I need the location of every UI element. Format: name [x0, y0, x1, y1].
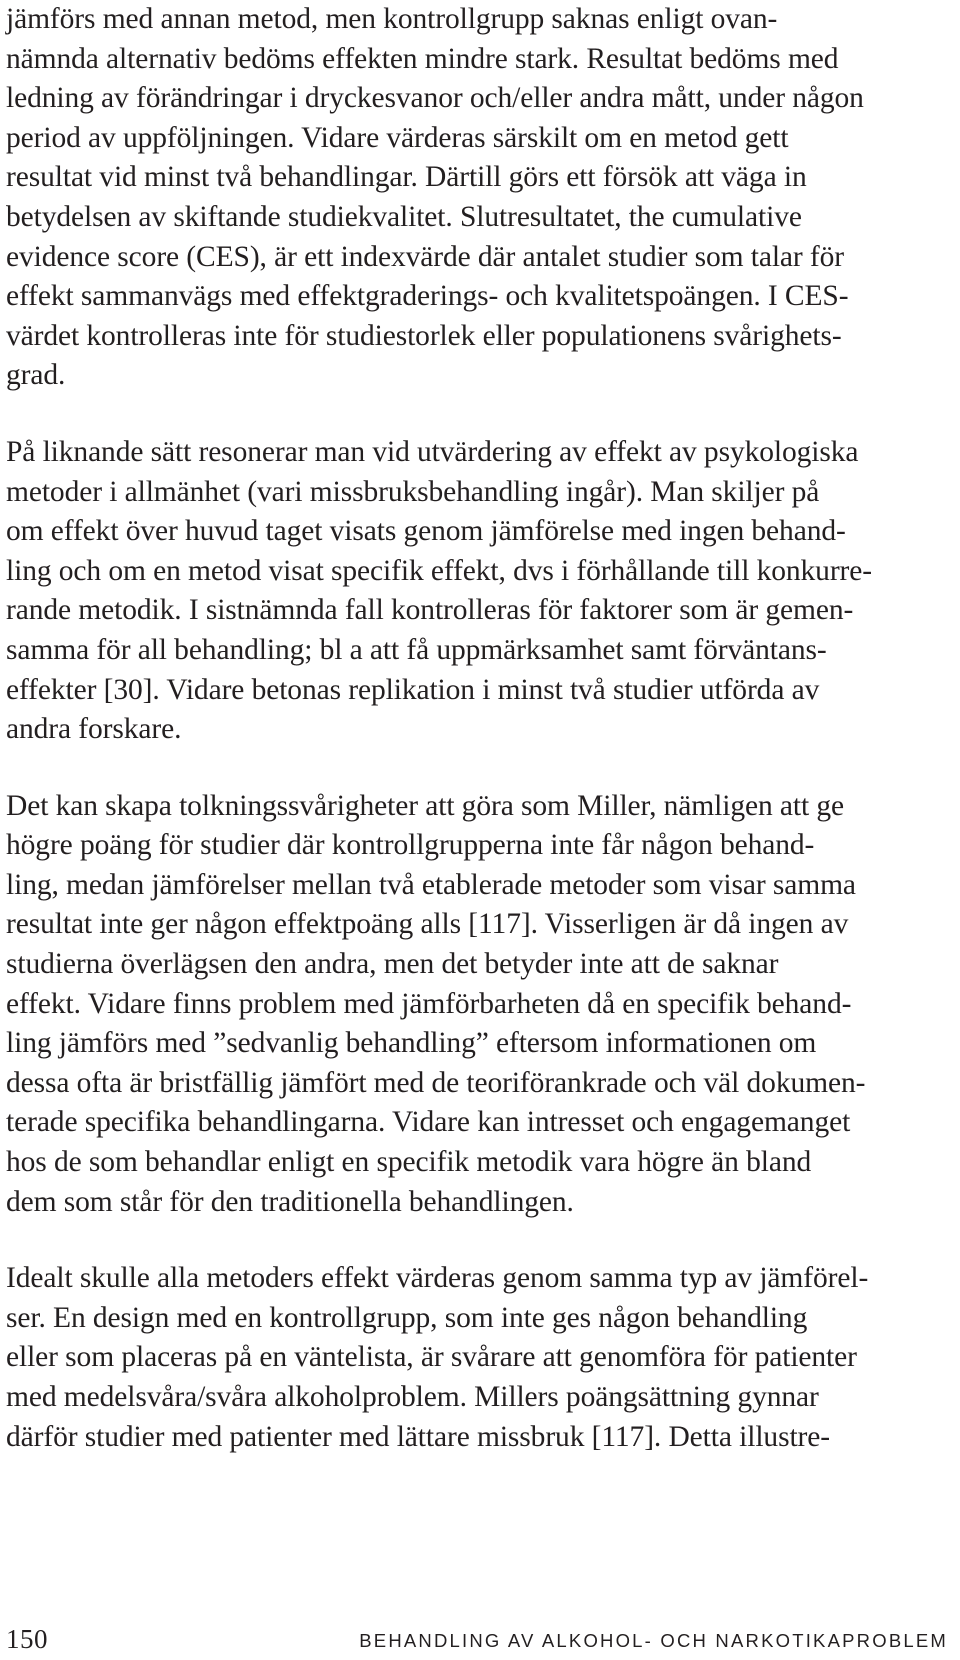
text-line: grad. [6, 359, 66, 392]
text-line: hos de som behandlar enligt en specifik metodik vara högre än bland [6, 1146, 812, 1179]
paragraph-4 [6, 1259, 946, 1457]
text-line: värdet kontrolleras inte för studiestorlek eller populationens svårighets- [6, 319, 842, 352]
text-line: andra forskare. [6, 713, 182, 746]
text-line: resultat inte ger någon effektpoäng alls [117]. Visserligen är då ingen av [6, 908, 849, 941]
paragraph-2 [6, 433, 946, 750]
paragraph-1 [6, 0, 946, 396]
running-head: BEHANDLING AV ALKOHOL- OCH NARKOTIKAPROBLEM [359, 1630, 948, 1651]
paragraph-3 [6, 787, 946, 1223]
text-line: ledning av förändringar i dryckesvanor och/eller andra mått, under någon [6, 82, 864, 115]
text-line: effekt sammanvägs med effektgraderings- och kvalitetspoängen. I CES- [6, 280, 849, 313]
text-line: dessa ofta är bristfällig jämfört med de teoriförankrade och väl dokumen- [6, 1066, 866, 1099]
text-line: samma för all behandling; bl a att få uppmärksamhet samt förväntans- [6, 633, 827, 666]
text-line: rande metodik. I sistnämnda fall kontrolleras för faktorer som är gemen- [6, 594, 854, 627]
body-text [6, 0, 946, 1457]
text-line: därför studier med patienter med lättare missbruk [117]. Detta illustre- [6, 1420, 830, 1453]
text-line: jämförs med annan metod, men kontrollgrupp saknas enligt ovan- [6, 3, 778, 35]
text-line: Idealt skulle alla metoders effekt värderas genom samma typ av jämförel- [6, 1262, 869, 1295]
text-line: nämnda alternativ bedöms effekten mindre stark. Resultat bedöms med [6, 42, 839, 75]
text-line: ling jämförs med ”sedvanlig behandling” eftersom informationen om [6, 1027, 817, 1060]
text-line: effekter [30]. Vidare betonas replikation i minst två studier utförda av [6, 673, 820, 706]
paragraph-gap [6, 750, 946, 787]
text-line: studierna överlägsen den andra, men det betyder inte att de saknar [6, 948, 779, 981]
text-line: eller som placeras på en väntelista, är svårare att genomföra för patienter [6, 1341, 857, 1374]
text-line: evidence score (CES), är ett indexvärde där antalet studier som talar för [6, 240, 845, 273]
text-line: dem som står för den traditionella behandlingen. [6, 1185, 574, 1218]
text-line: betydelsen av skiftande studiekvalitet. Slutresultatet, the cumulative [6, 200, 802, 233]
paragraph-gap [6, 1222, 946, 1259]
paragraph-gap [6, 396, 946, 433]
text-line: med medelsvåra/svåra alkoholproblem. Millers poängsättning gynnar [6, 1381, 819, 1413]
text-line: På liknande sätt resonerar man vid utvärdering av effekt av psykologiska [6, 435, 859, 468]
text-line: ser. En design med en kontrollgrupp, som inte ges någon behandling [6, 1301, 808, 1334]
text-line: resultat vid minst två behandlingar. Därtill görs ett försök att väga in [6, 161, 807, 194]
text-line: period av uppföljningen. Vidare värderas särskilt om en metod gett [6, 121, 789, 154]
text-line: terade specifika behandlingarna. Vidare kan intresset och engagemanget [6, 1106, 851, 1139]
page-number: 150 [6, 1624, 48, 1654]
text-line: Det kan skapa tolkningssvårigheter att göra som Miller, nämligen att ge [6, 789, 844, 822]
text-line: om effekt över huvud taget visats genom jämförelse med ingen behand- [6, 515, 846, 548]
text-line: effekt. Vidare finns problem med jämförbarheten då en specifik behand- [6, 987, 852, 1020]
text-line: ling, medan jämförelser mellan två etablerade metoder som visar samma [6, 868, 856, 901]
text-line: ling och om en metod visat specifik effekt, dvs i förhållande till konkurre- [6, 554, 872, 587]
text-line: metoder i allmänhet (vari missbruksbehandling ingår). Man skiljer på [6, 475, 820, 508]
text-line: högre poäng för studier där kontrollgrupperna inte får någon behand- [6, 829, 815, 862]
